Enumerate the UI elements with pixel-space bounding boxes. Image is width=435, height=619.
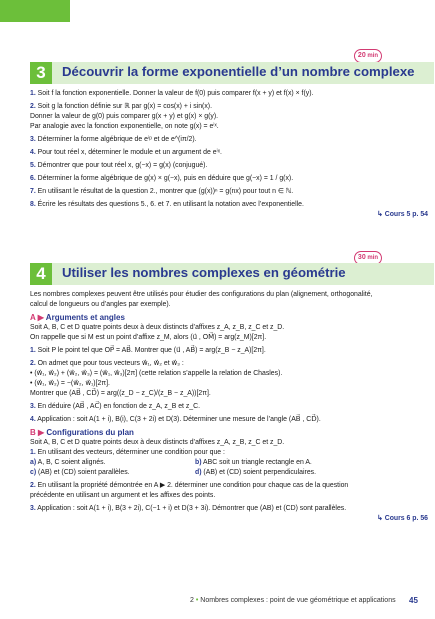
- question-line: [30, 89, 434, 99]
- separator-dot: •: [195, 597, 199, 604]
- question-text: En déduire (AB⃗ , AC⃗) en fonction de z_A, z_B et z_C.: [35, 403, 201, 410]
- choice-item: [195, 458, 360, 468]
- exercise-number: 4: [30, 263, 52, 285]
- timer-minutes: 30: [357, 254, 366, 261]
- question-number: 1.: [30, 90, 36, 97]
- exercise-number: 3: [30, 62, 52, 84]
- section-b-lines-2: [30, 481, 434, 514]
- question-line: [30, 323, 434, 333]
- question-line: [30, 389, 434, 399]
- question-text: En utilisant le résultat de la question 2., montrer que (g(x))ⁿ = g(nx) pour tout n ∈ ℕ.: [35, 188, 294, 195]
- section-a-lines: [30, 323, 434, 425]
- question-line: [30, 135, 434, 145]
- question-line: [30, 369, 434, 379]
- question-number: 5.: [30, 162, 36, 169]
- question-line: [30, 122, 434, 132]
- choice-text: (AB) et (CD) soient perpendiculaires.: [201, 469, 317, 476]
- question-text: • (w⃗₁, w⃗₂) = −(w⃗₂, w⃗₁)[2π].: [30, 380, 110, 387]
- section-b-lines: [30, 438, 434, 458]
- question-line: [30, 333, 434, 343]
- question-line: [30, 402, 434, 412]
- question-line: [30, 438, 434, 448]
- question-text: Soit g la fonction définie sur ℝ par g(x) = cos(x) + i sin(x).: [35, 103, 213, 110]
- question-number: 4.: [30, 149, 36, 156]
- question-line: [30, 200, 434, 210]
- exercise-3-body: [30, 89, 434, 210]
- exercise-3-header: [30, 62, 434, 84]
- choice-text: ABC soit un triangle rectangle en A.: [201, 459, 312, 466]
- question-line: [30, 174, 434, 184]
- choice-letter: b): [195, 459, 202, 466]
- chapter-title: Nombres complexes : point de vue géométrique et applications: [200, 597, 396, 604]
- chapter-number: 2: [190, 597, 194, 604]
- question-text: On admet que pour tous vecteurs w⃗₁, w⃗₂ et w⃗₃ :: [35, 360, 184, 367]
- question-line: [30, 504, 434, 514]
- question-text: précédente en utilisant un argument et les affixes des points.: [30, 492, 216, 499]
- choice-text: (AB) et (CD) soient parallèles.: [36, 469, 130, 476]
- question-text: Donner la valeur de g(0) puis comparer g(x + y) et g(x) × g(y).: [30, 113, 219, 120]
- section-a-heading: A ▶ Arguments et angles: [30, 313, 125, 322]
- top-green-tab: [0, 0, 70, 22]
- intro-line: calcul de longueurs ou d’angles par exemple).: [30, 301, 171, 308]
- choices-row: [30, 468, 434, 478]
- intro-line: Les nombres complexes peuvent être utilisés pour étudier des configurations du plan (alignement, orthogonalité,: [30, 291, 373, 298]
- choices-row: [30, 458, 434, 468]
- question-text: Application : soit A(1 + i), B(i), C(3 + 2i) et D(3). Déterminer une mesure de l’angle (AB⃗ , CD⃗).: [35, 416, 321, 423]
- exercise-3: [30, 62, 434, 220]
- timer-unit: min: [367, 255, 379, 261]
- question-number: 2.: [30, 482, 36, 489]
- intro-paragraph: [30, 290, 434, 310]
- choice-letter: a): [30, 459, 37, 466]
- question-text: Soit P le point tel que OP⃗ = AB⃗. Montrer que (u⃗ , AB⃗) = arg(z_B − z_A)[2π].: [35, 347, 266, 354]
- question-number: 3.: [30, 403, 36, 410]
- question-number: 1.: [30, 449, 36, 456]
- question-text: Écrire les résultats des questions 5., 6. et 7. en utilisant la notation avec l’exponentielle.: [35, 201, 304, 208]
- question-text: Montrer que (AB⃗ , CD⃗) = arg((z_D − z_C)/(z_B − z_A))[2π].: [30, 390, 211, 397]
- question-text: Soit f la fonction exponentielle. Donner la valeur de f(0) puis comparer f(x + y) et f(x) × f(y).: [35, 90, 314, 97]
- question-text: Démontrer que pour tout réel x, g(−x) = g(x) (conjugué).: [35, 162, 208, 169]
- exercise-4: [30, 263, 434, 524]
- question-line: [30, 161, 434, 171]
- exercise-4-header: [30, 263, 434, 285]
- question-text: Déterminer la forme algébrique de g(x) × g(−x), puis en déduire que g(−x) = 1 / g(x).: [35, 175, 294, 182]
- question-number: 1.: [30, 347, 36, 354]
- choice-item: [195, 468, 360, 478]
- question-text: En utilisant la propriété démontrée en A ▶ 2. déterminer une condition pour chaque cas de la question: [35, 482, 349, 489]
- question-line: [30, 491, 434, 501]
- question-line: [30, 112, 434, 122]
- question-line: [30, 346, 434, 356]
- question-text: Déterminer la forme algébrique de eⁱᵖ et de e^(iπ/2).: [35, 136, 197, 143]
- question-line: [30, 415, 434, 425]
- choices-grid: [30, 458, 434, 481]
- question-number: 3.: [30, 136, 36, 143]
- question-line: [30, 481, 434, 491]
- exercise-title: Découvrir la forme exponentielle d’un nombre complexe: [62, 64, 415, 79]
- section-b-heading: B ▶ Configurations du plan: [30, 428, 134, 437]
- question-text: Par analogie avec la fonction exponentielle, on note g(x) = eⁱˣ.: [30, 123, 219, 130]
- question-number: 8.: [30, 201, 36, 208]
- question-line: [30, 187, 434, 197]
- question-text: En utilisant des vecteurs, déterminer une condition pour que :: [35, 449, 225, 456]
- question-text: Soit A, B, C et D quatre points deux à deux distincts d’affixes z_A, z_B, z_C et z_D.: [30, 324, 285, 331]
- choice-letter: d): [195, 469, 202, 476]
- timer-badge-ex3: [354, 49, 382, 63]
- question-text: Pour tout réel x, déterminer le module et un argument de eⁱˣ.: [35, 149, 222, 156]
- page-footer: [190, 597, 396, 604]
- question-number: 2.: [30, 360, 36, 367]
- question-text: • (w⃗₁, w⃗₂) + (w⃗₂, w⃗₃) = (w⃗₁, w⃗₃)[2π] (cette relation s’appelle la relation de Chasles).: [30, 370, 283, 377]
- question-line: [30, 379, 434, 389]
- question-number: 7.: [30, 188, 36, 195]
- exercise-4-body: [30, 290, 434, 514]
- question-number: 2.: [30, 103, 36, 110]
- question-number: 6.: [30, 175, 36, 182]
- choice-text: A, B, C soient alignés.: [36, 459, 106, 466]
- course-reference[interactable]: ↳ Cours 6 p. 56: [377, 515, 428, 522]
- choice-letter: c): [30, 469, 37, 476]
- question-number: 3.: [30, 505, 36, 512]
- question-line: [30, 102, 434, 112]
- page-number: 45: [409, 596, 418, 605]
- timer-minutes: 20: [357, 52, 366, 59]
- question-line: [30, 148, 434, 158]
- question-line: [30, 448, 434, 458]
- course-reference[interactable]: ↳ Cours 5 p. 54: [377, 211, 428, 218]
- exercise-title: Utiliser les nombres complexes en géométrie: [62, 265, 346, 280]
- choice-item: [30, 468, 195, 478]
- question-text: On rappelle que si M est un point d’affixe z_M, alors (u⃗ , OM⃗) = arg(z_M)[2π].: [30, 334, 267, 341]
- timer-unit: min: [367, 53, 379, 59]
- question-text: Soit A, B, C et D quatre points deux à deux distincts d’affixes z_A, z_B, z_C et z_D.: [30, 439, 285, 446]
- question-text: Application : soit A(1 + i), B(3 + 2i), C(−1 + i) et D(3 + 3i). Démontrer que (AB) et (CD) sont parallèles.: [35, 505, 347, 512]
- choice-item: [30, 458, 195, 468]
- question-line: [30, 359, 434, 369]
- question-number: 4.: [30, 416, 36, 423]
